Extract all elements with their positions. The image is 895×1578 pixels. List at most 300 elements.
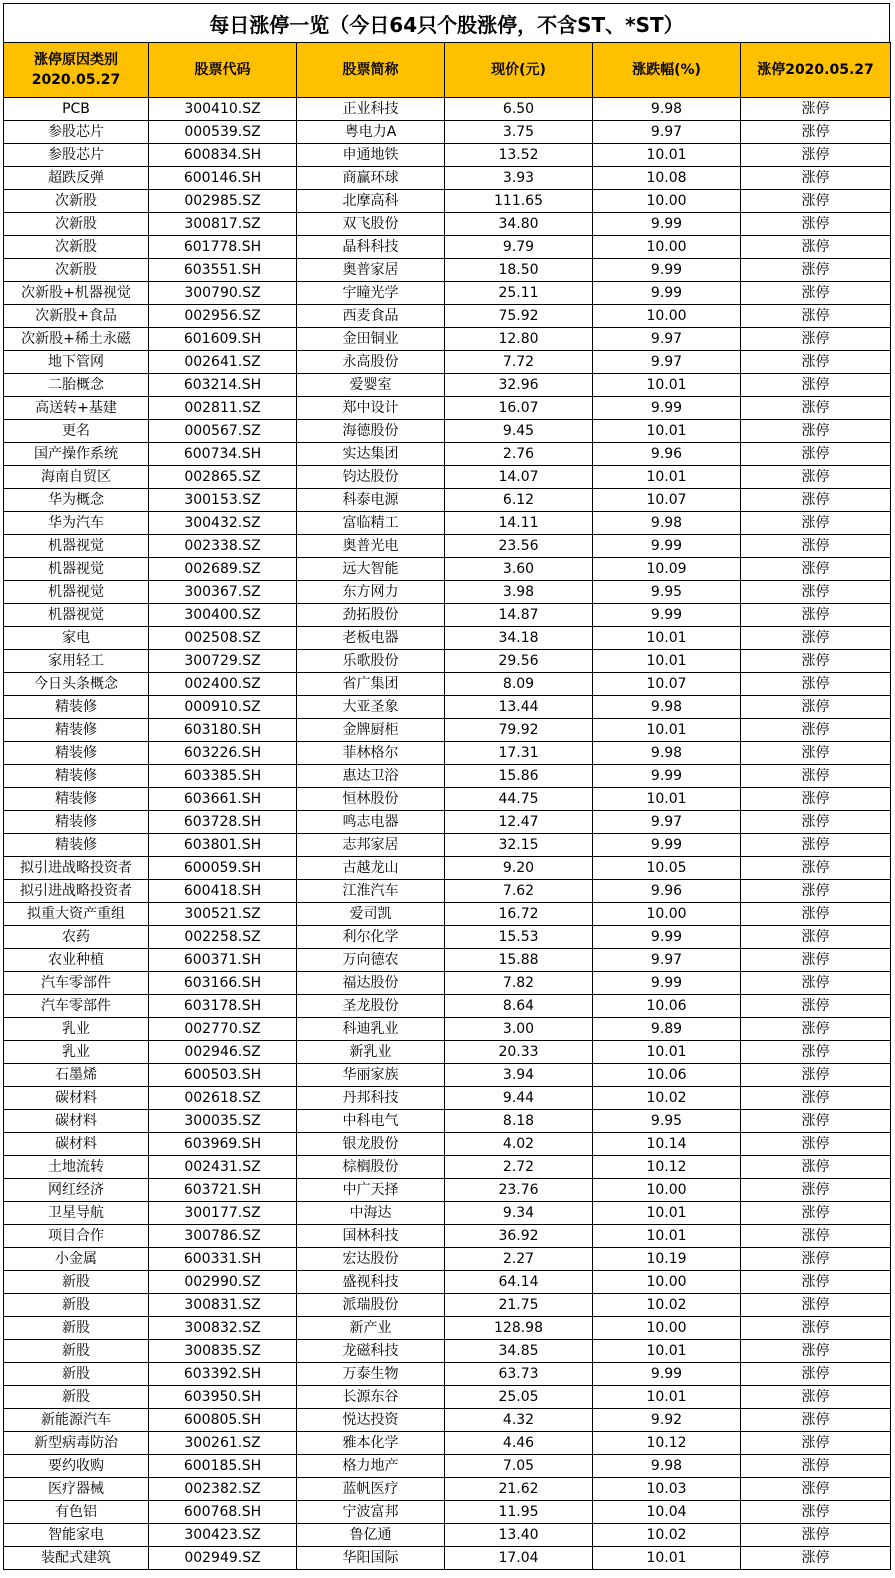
cell-price: 6.12 (445, 489, 593, 512)
cell-category: 装配式建筑 (4, 1547, 149, 1570)
cell-change: 9.97 (593, 121, 741, 144)
cell-code: 300400.SZ (149, 604, 297, 627)
cell-status: 涨停 (741, 98, 891, 121)
cell-price: 14.87 (445, 604, 593, 627)
cell-status: 涨停 (741, 972, 891, 995)
cell-change: 10.14 (593, 1133, 741, 1156)
cell-name: 蓝帆医疗 (297, 1478, 445, 1501)
cell-status: 涨停 (741, 1524, 891, 1547)
cell-name: 远大智能 (297, 558, 445, 581)
cell-status: 涨停 (741, 213, 891, 236)
cell-category: 土地流转 (4, 1156, 149, 1179)
cell-change: 10.00 (593, 236, 741, 259)
table-row (4, 1018, 891, 1041)
cell-status: 涨停 (741, 167, 891, 190)
cell-name: 棕榈股份 (297, 1156, 445, 1179)
cell-category: 乳业 (4, 1041, 149, 1064)
cell-change: 9.97 (593, 811, 741, 834)
cell-name: 金田铜业 (297, 328, 445, 351)
cell-code: 300035.SZ (149, 1110, 297, 1133)
cell-status: 涨停 (741, 305, 891, 328)
table-row (4, 466, 891, 489)
cell-status: 涨停 (741, 1041, 891, 1064)
cell-code: 603728.SH (149, 811, 297, 834)
cell-price: 3.98 (445, 581, 593, 604)
cell-status: 涨停 (741, 282, 891, 305)
cell-status: 涨停 (741, 926, 891, 949)
cell-change: 10.01 (593, 1041, 741, 1064)
table-row (4, 604, 891, 627)
cell-change: 9.99 (593, 282, 741, 305)
cell-change: 10.01 (593, 627, 741, 650)
table-row (4, 650, 891, 673)
cell-status: 涨停 (741, 1409, 891, 1432)
cell-code: 600834.SH (149, 144, 297, 167)
cell-category: 新股 (4, 1271, 149, 1294)
cell-status: 涨停 (741, 765, 891, 788)
cell-status: 涨停 (741, 903, 891, 926)
cell-code: 300817.SZ (149, 213, 297, 236)
table-row (4, 1501, 891, 1524)
cell-name: 商赢环球 (297, 167, 445, 190)
cell-change: 10.01 (593, 466, 741, 489)
cell-price: 13.44 (445, 696, 593, 719)
cell-change: 10.02 (593, 1294, 741, 1317)
cell-category: 次新股 (4, 236, 149, 259)
cell-code: 600185.SH (149, 1455, 297, 1478)
cell-name: 奥普光电 (297, 535, 445, 558)
cell-status: 涨停 (741, 1133, 891, 1156)
cell-category: 机器视觉 (4, 558, 149, 581)
cell-code: 300153.SZ (149, 489, 297, 512)
cell-change: 10.01 (593, 788, 741, 811)
cell-category: 参股芯片 (4, 144, 149, 167)
cell-name: 北摩高科 (297, 190, 445, 213)
cell-price: 2.76 (445, 443, 593, 466)
cell-change: 10.01 (593, 1547, 741, 1570)
cell-price: 3.94 (445, 1064, 593, 1087)
cell-name: 华丽家族 (297, 1064, 445, 1087)
cell-code: 000539.SZ (149, 121, 297, 144)
cell-category: 新股 (4, 1317, 149, 1340)
table-row (4, 1478, 891, 1501)
cell-status: 涨停 (741, 995, 891, 1018)
cell-change: 10.19 (593, 1248, 741, 1271)
table-row (4, 673, 891, 696)
cell-change: 10.01 (593, 719, 741, 742)
cell-status: 涨停 (741, 1110, 891, 1133)
cell-code: 603166.SH (149, 972, 297, 995)
cell-price: 14.07 (445, 466, 593, 489)
cell-price: 9.45 (445, 420, 593, 443)
cell-category: 拟重大资产重组 (4, 903, 149, 926)
table-row (4, 1087, 891, 1110)
cell-change: 10.04 (593, 1501, 741, 1524)
cell-price: 4.02 (445, 1133, 593, 1156)
cell-change: 9.98 (593, 1455, 741, 1478)
cell-change: 9.96 (593, 880, 741, 903)
table-row (4, 420, 891, 443)
cell-price: 3.00 (445, 1018, 593, 1041)
cell-status: 涨停 (741, 811, 891, 834)
cell-code: 002956.SZ (149, 305, 297, 328)
cell-code: 600768.SH (149, 1501, 297, 1524)
cell-code: 002618.SZ (149, 1087, 297, 1110)
table-row (4, 1248, 891, 1271)
cell-name: 华阳国际 (297, 1547, 445, 1570)
cell-price: 25.05 (445, 1386, 593, 1409)
cell-category: 石墨烯 (4, 1064, 149, 1087)
cell-category: 有色铝 (4, 1501, 149, 1524)
cell-code: 603950.SH (149, 1386, 297, 1409)
cell-status: 涨停 (741, 512, 891, 535)
cell-name: 雅本化学 (297, 1432, 445, 1455)
cell-code: 600059.SH (149, 857, 297, 880)
cell-category: 次新股+稀土永磁 (4, 328, 149, 351)
cell-status: 涨停 (741, 420, 891, 443)
cell-code: 603801.SH (149, 834, 297, 857)
table-row (4, 857, 891, 880)
cell-name: 福达股份 (297, 972, 445, 995)
cell-code: 300832.SZ (149, 1317, 297, 1340)
cell-name: 西麦食品 (297, 305, 445, 328)
table-row (4, 190, 891, 213)
cell-status: 涨停 (741, 1478, 891, 1501)
table-row (4, 1524, 891, 1547)
cell-category: 华为汽车 (4, 512, 149, 535)
cell-change: 9.99 (593, 765, 741, 788)
cell-price: 128.98 (445, 1317, 593, 1340)
cell-name: 奥普家居 (297, 259, 445, 282)
cell-price: 12.80 (445, 328, 593, 351)
cell-code: 300423.SZ (149, 1524, 297, 1547)
cell-price: 14.11 (445, 512, 593, 535)
cell-status: 涨停 (741, 190, 891, 213)
header-status: 涨停2020.05.27 (741, 43, 891, 98)
cell-status: 涨停 (741, 1087, 891, 1110)
cell-price: 17.04 (445, 1547, 593, 1570)
cell-name: 金牌厨柜 (297, 719, 445, 742)
cell-name: 圣龙股份 (297, 995, 445, 1018)
cell-change: 10.07 (593, 673, 741, 696)
cell-name: 粤电力A (297, 121, 445, 144)
cell-change: 10.12 (593, 1156, 741, 1179)
table-row (4, 1271, 891, 1294)
cell-category: 智能家电 (4, 1524, 149, 1547)
cell-price: 16.07 (445, 397, 593, 420)
cell-code: 300177.SZ (149, 1202, 297, 1225)
cell-status: 涨停 (741, 1501, 891, 1524)
cell-price: 79.92 (445, 719, 593, 742)
cell-category: 精装修 (4, 742, 149, 765)
cell-category: 农药 (4, 926, 149, 949)
cell-code: 300521.SZ (149, 903, 297, 926)
cell-name: 正业科技 (297, 98, 445, 121)
cell-code: 601778.SH (149, 236, 297, 259)
cell-price: 23.76 (445, 1179, 593, 1202)
cell-change: 9.97 (593, 351, 741, 374)
cell-price: 34.80 (445, 213, 593, 236)
cell-change: 10.01 (593, 374, 741, 397)
cell-status: 涨停 (741, 121, 891, 144)
cell-name: 悦达投资 (297, 1409, 445, 1432)
cell-price: 17.31 (445, 742, 593, 765)
cell-name: 郑中设计 (297, 397, 445, 420)
cell-change: 10.01 (593, 420, 741, 443)
cell-status: 涨停 (741, 1340, 891, 1363)
cell-category: 机器视觉 (4, 604, 149, 627)
cell-change: 10.01 (593, 144, 741, 167)
cell-code: 600331.SH (149, 1248, 297, 1271)
limit-up-table (3, 42, 891, 1570)
cell-change: 10.06 (593, 995, 741, 1018)
cell-code: 002431.SZ (149, 1156, 297, 1179)
cell-category: PCB (4, 98, 149, 121)
cell-code: 002382.SZ (149, 1478, 297, 1501)
cell-status: 涨停 (741, 443, 891, 466)
cell-name: 宏达股份 (297, 1248, 445, 1271)
cell-name: 晶科科技 (297, 236, 445, 259)
cell-name: 派瑞股份 (297, 1294, 445, 1317)
cell-code: 002641.SZ (149, 351, 297, 374)
cell-name: 钧达股份 (297, 466, 445, 489)
cell-name: 老板电器 (297, 627, 445, 650)
cell-code: 300729.SZ (149, 650, 297, 673)
table-row (4, 167, 891, 190)
cell-category: 网红经济 (4, 1179, 149, 1202)
cell-change: 10.02 (593, 1524, 741, 1547)
cell-status: 涨停 (741, 857, 891, 880)
cell-name: 宇瞳光学 (297, 282, 445, 305)
cell-price: 6.50 (445, 98, 593, 121)
cell-category: 碳材料 (4, 1110, 149, 1133)
cell-name: 富临精工 (297, 512, 445, 535)
cell-status: 涨停 (741, 1202, 891, 1225)
cell-status: 涨停 (741, 742, 891, 765)
table-row (4, 558, 891, 581)
cell-price: 34.18 (445, 627, 593, 650)
cell-code: 600418.SH (149, 880, 297, 903)
cell-name: 爱司凯 (297, 903, 445, 926)
cell-name: 省广集团 (297, 673, 445, 696)
cell-category: 参股芯片 (4, 121, 149, 144)
cell-code: 002990.SZ (149, 1271, 297, 1294)
cell-price: 15.53 (445, 926, 593, 949)
table-row (4, 903, 891, 926)
cell-price: 8.09 (445, 673, 593, 696)
cell-code: 002508.SZ (149, 627, 297, 650)
cell-code: 603969.SH (149, 1133, 297, 1156)
cell-price: 13.40 (445, 1524, 593, 1547)
cell-change: 10.07 (593, 489, 741, 512)
cell-change: 9.99 (593, 972, 741, 995)
cell-price: 32.15 (445, 834, 593, 857)
cell-name: 科迪乳业 (297, 1018, 445, 1041)
cell-name: 科泰电源 (297, 489, 445, 512)
cell-status: 涨停 (741, 236, 891, 259)
cell-status: 涨停 (741, 1432, 891, 1455)
table-row (4, 696, 891, 719)
cell-name: 永高股份 (297, 351, 445, 374)
table-row (4, 1317, 891, 1340)
cell-name: 鸣志电器 (297, 811, 445, 834)
cell-price: 3.75 (445, 121, 593, 144)
cell-change: 9.96 (593, 443, 741, 466)
table-row (4, 834, 891, 857)
table-row (4, 719, 891, 742)
cell-category: 机器视觉 (4, 581, 149, 604)
cell-category: 机器视觉 (4, 535, 149, 558)
cell-code: 002949.SZ (149, 1547, 297, 1570)
cell-category: 家用轻工 (4, 650, 149, 673)
cell-status: 涨停 (741, 1317, 891, 1340)
table-row (4, 1156, 891, 1179)
header-change: 涨跌幅(%) (593, 43, 741, 98)
cell-change: 9.95 (593, 1110, 741, 1133)
cell-status: 涨停 (741, 489, 891, 512)
cell-code: 600503.SH (149, 1064, 297, 1087)
table-row (4, 627, 891, 650)
cell-change: 9.98 (593, 696, 741, 719)
cell-change: 9.99 (593, 1363, 741, 1386)
cell-price: 2.72 (445, 1156, 593, 1179)
cell-price: 29.56 (445, 650, 593, 673)
cell-change: 9.99 (593, 213, 741, 236)
cell-change: 10.12 (593, 1432, 741, 1455)
cell-status: 涨停 (741, 1248, 891, 1271)
table-row (4, 811, 891, 834)
cell-change: 9.98 (593, 512, 741, 535)
cell-price: 36.92 (445, 1225, 593, 1248)
cell-status: 涨停 (741, 1547, 891, 1570)
cell-change: 9.99 (593, 397, 741, 420)
cell-status: 涨停 (741, 1064, 891, 1087)
cell-name: 爱婴室 (297, 374, 445, 397)
cell-name: 新乳业 (297, 1041, 445, 1064)
cell-status: 涨停 (741, 604, 891, 627)
cell-category: 次新股+食品 (4, 305, 149, 328)
cell-change: 9.99 (593, 604, 741, 627)
table-row (4, 742, 891, 765)
cell-code: 603661.SH (149, 788, 297, 811)
cell-price: 111.65 (445, 190, 593, 213)
table-row (4, 443, 891, 466)
cell-change: 9.99 (593, 259, 741, 282)
cell-category: 新股 (4, 1386, 149, 1409)
cell-name: 惠达卫浴 (297, 765, 445, 788)
cell-change: 10.00 (593, 1317, 741, 1340)
cell-code: 002985.SZ (149, 190, 297, 213)
cell-change: 10.09 (593, 558, 741, 581)
cell-code: 300432.SZ (149, 512, 297, 535)
cell-price: 3.93 (445, 167, 593, 190)
cell-status: 涨停 (741, 1271, 891, 1294)
cell-status: 涨停 (741, 880, 891, 903)
cell-change: 9.98 (593, 98, 741, 121)
cell-price: 12.47 (445, 811, 593, 834)
header-category (4, 43, 149, 98)
cell-code: 002400.SZ (149, 673, 297, 696)
cell-price: 13.52 (445, 144, 593, 167)
cell-change: 10.08 (593, 167, 741, 190)
cell-code: 000910.SZ (149, 696, 297, 719)
cell-category: 次新股 (4, 213, 149, 236)
cell-status: 涨停 (741, 1179, 891, 1202)
cell-code: 603180.SH (149, 719, 297, 742)
table-row (4, 397, 891, 420)
cell-change: 10.01 (593, 1386, 741, 1409)
cell-change: 9.97 (593, 328, 741, 351)
cell-category: 碳材料 (4, 1133, 149, 1156)
cell-price: 7.62 (445, 880, 593, 903)
cell-status: 涨停 (741, 351, 891, 374)
cell-status: 涨停 (741, 1156, 891, 1179)
cell-change: 9.89 (593, 1018, 741, 1041)
cell-code: 002946.SZ (149, 1041, 297, 1064)
cell-category: 精装修 (4, 719, 149, 742)
table-row (4, 1041, 891, 1064)
cell-code: 603226.SH (149, 742, 297, 765)
table-row (4, 1064, 891, 1087)
cell-category: 卫星导航 (4, 1202, 149, 1225)
cell-category: 超跌反弹 (4, 167, 149, 190)
cell-code: 600371.SH (149, 949, 297, 972)
cell-name: 大亚圣象 (297, 696, 445, 719)
cell-price: 44.75 (445, 788, 593, 811)
cell-name: 劲拓股份 (297, 604, 445, 627)
cell-code: 601609.SH (149, 328, 297, 351)
cell-name: 东方网力 (297, 581, 445, 604)
table-row (4, 512, 891, 535)
table-row (4, 1294, 891, 1317)
cell-category: 地下管网 (4, 351, 149, 374)
cell-price: 8.18 (445, 1110, 593, 1133)
table-row (4, 259, 891, 282)
table-body (4, 98, 891, 1570)
cell-category: 新股 (4, 1363, 149, 1386)
cell-category: 海南自贸区 (4, 466, 149, 489)
cell-change: 10.00 (593, 903, 741, 926)
cell-price: 7.05 (445, 1455, 593, 1478)
cell-change: 10.03 (593, 1478, 741, 1501)
cell-status: 涨停 (741, 719, 891, 742)
table-row (4, 1340, 891, 1363)
cell-price: 9.20 (445, 857, 593, 880)
cell-code: 600734.SH (149, 443, 297, 466)
cell-category: 要约收购 (4, 1455, 149, 1478)
table-row (4, 765, 891, 788)
cell-price: 15.88 (445, 949, 593, 972)
table-row (4, 489, 891, 512)
cell-code: 002770.SZ (149, 1018, 297, 1041)
cell-name: 鲁亿通 (297, 1524, 445, 1547)
cell-status: 涨停 (741, 1018, 891, 1041)
header-price: 现价(元) (445, 43, 593, 98)
table-row (4, 1455, 891, 1478)
header-category-line2: 2020.05.27 (31, 72, 121, 88)
cell-name: 菲林格尔 (297, 742, 445, 765)
cell-price: 25.11 (445, 282, 593, 305)
cell-code: 300835.SZ (149, 1340, 297, 1363)
table-row (4, 995, 891, 1018)
cell-name: 长源东谷 (297, 1386, 445, 1409)
cell-category: 项目合作 (4, 1225, 149, 1248)
table-row (4, 972, 891, 995)
cell-price: 63.73 (445, 1363, 593, 1386)
cell-price: 7.82 (445, 972, 593, 995)
cell-price: 7.72 (445, 351, 593, 374)
cell-change: 10.05 (593, 857, 741, 880)
